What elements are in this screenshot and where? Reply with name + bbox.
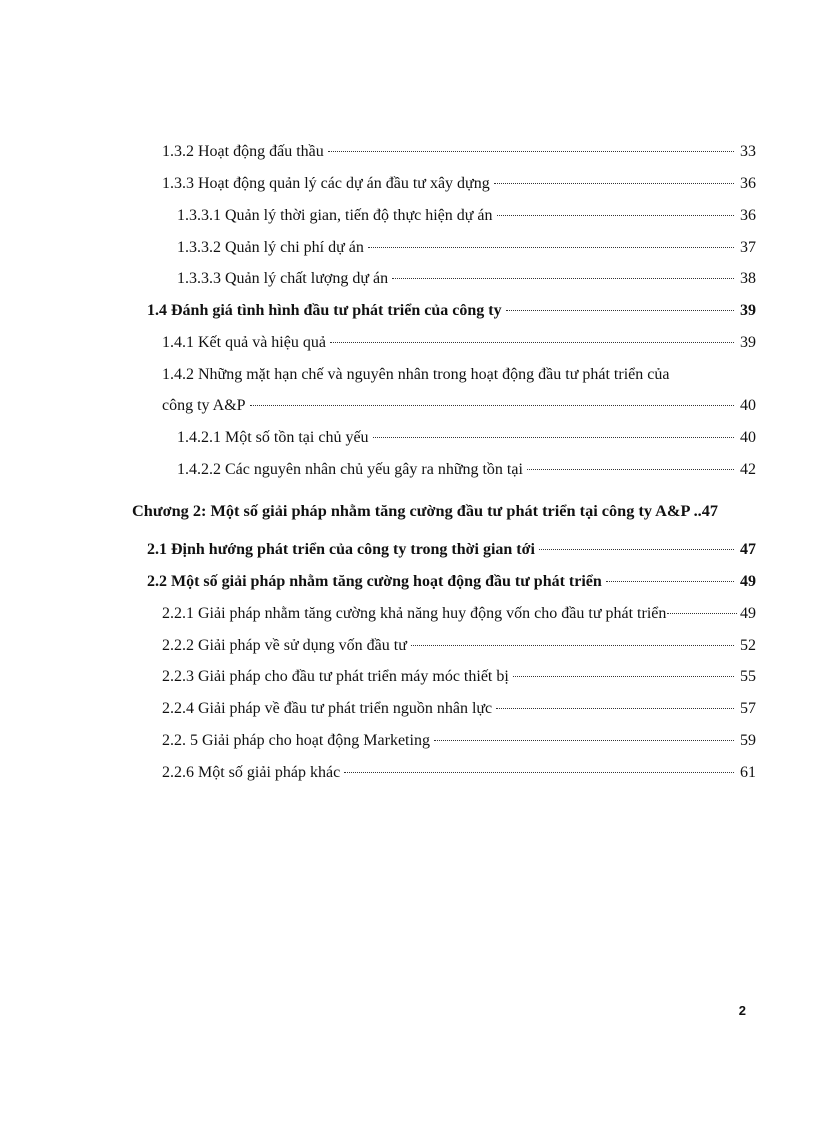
dot-leader <box>527 469 734 470</box>
toc-entry-page: 40 <box>740 429 756 446</box>
toc-entry-page: 37 <box>740 239 756 256</box>
toc-entry-title: 1.4.1 Kết quả và hiệu quả <box>162 334 326 351</box>
toc-entry[interactable] <box>177 460 756 480</box>
toc-entry-title: 2.1 Định hướng phát triển của công ty trong thời gian tới <box>147 541 535 558</box>
dot-leader <box>368 247 734 248</box>
toc-entry-title: 2.2.3 Giải pháp cho đầu tư phát triển máy móc thiết bị <box>162 668 509 685</box>
dot-leader <box>250 405 734 406</box>
toc-entry-title: 2.2 Một số giải pháp nhằm tăng cường hoạt động đầu tư phát triển <box>147 573 602 590</box>
dot-leader <box>392 278 734 279</box>
dot-leader <box>328 151 734 152</box>
toc-entry-page: 36 <box>740 175 756 192</box>
toc-entry-page: 59 <box>740 732 756 749</box>
toc-entry[interactable] <box>162 636 756 656</box>
toc-entry[interactable] <box>162 667 756 687</box>
toc-entry-page: 55 <box>740 668 756 685</box>
toc-entry-title: 2.2. 5 Giải pháp cho hoạt động Marketing <box>162 732 430 749</box>
toc-entry-page: 36 <box>740 207 756 224</box>
toc-entry[interactable] <box>162 731 756 751</box>
toc-entry-page: 61 <box>740 764 756 781</box>
toc-entry-page: 49 <box>740 605 756 622</box>
toc-section-entry[interactable] <box>147 572 756 592</box>
toc-entry-title: 1.4.2.1 Một số tồn tại chủ yếu <box>177 429 369 446</box>
toc-entry-page: 47 <box>740 541 756 558</box>
dot-leader <box>539 549 734 550</box>
page-number: 2 <box>738 1003 746 1018</box>
toc-section-entry[interactable] <box>147 540 756 560</box>
dot-leader <box>373 437 734 438</box>
toc-entry-page: 33 <box>740 143 756 160</box>
toc-entry[interactable] <box>162 174 756 194</box>
toc-entry-page: 52 <box>740 637 756 654</box>
toc-entry-title: 2.2.2 Giải pháp về sử dụng vốn đầu tư <box>162 637 407 654</box>
dot-leader <box>411 645 734 646</box>
toc-entry[interactable] <box>162 604 756 624</box>
toc-entry-title-line1[interactable]: 1.4.2 Những mặt hạn chế và nguyên nhân trong hoạt động đầu tư phát triển của <box>162 366 670 383</box>
toc-entry-title: 1.3.3.1 Quản lý thời gian, tiến độ thực hiện dự án <box>177 207 493 224</box>
toc-entry-page: 39 <box>740 302 756 319</box>
toc-entry-title: 1.3.3.3 Quản lý chất lượng dự án <box>177 270 389 287</box>
toc-chapter-entry[interactable]: Chương 2: Một số giải pháp nhằm tăng cường đầu tư phát triển tại công ty A&P ..47 <box>132 501 719 520</box>
toc-entry-title: 1.3.2 Hoạt động đấu thầu <box>162 143 324 160</box>
toc-entry-title: 1.3.3.2 Quản lý chi phí dự án <box>177 239 364 256</box>
dot-leader <box>606 581 734 582</box>
toc-entry[interactable] <box>162 763 756 783</box>
toc-entry-title: 2.2.6 Một số giải pháp khác <box>162 764 341 781</box>
toc-entry-page: 40 <box>740 397 756 414</box>
toc-section-entry[interactable] <box>147 301 756 321</box>
toc-entry-page: 39 <box>740 334 756 351</box>
toc-entry[interactable] <box>162 396 756 416</box>
toc-entry-title: 1.4.2.2 Các nguyên nhân chủ yếu gây ra những tồn tại <box>177 461 523 478</box>
toc-entry[interactable] <box>162 142 756 162</box>
toc-entry[interactable] <box>177 269 756 289</box>
dot-leader <box>434 740 734 741</box>
toc-entry-title: công ty A&P <box>162 397 246 414</box>
toc-entry[interactable] <box>162 333 756 353</box>
dot-leader <box>667 613 737 614</box>
toc-entry-page: 57 <box>740 700 756 717</box>
dot-leader <box>497 215 734 216</box>
toc-entry[interactable] <box>177 238 756 258</box>
dot-leader <box>344 772 734 773</box>
toc-entry-title: 1.4 Đánh giá tình hình đầu tư phát triển của công ty <box>147 302 502 319</box>
dot-leader <box>496 708 734 709</box>
toc-entry[interactable] <box>177 428 756 448</box>
dot-leader <box>506 310 734 311</box>
toc-entry[interactable] <box>162 699 756 719</box>
toc-entry-title: 1.3.3 Hoạt động quản lý các dự án đầu tư xây dựng <box>162 175 490 192</box>
toc-entry-title: 2.2.1 Giải pháp nhằm tăng cường khả năng huy động vốn cho đầu tư phát triển <box>162 605 667 622</box>
dot-leader <box>513 676 734 677</box>
toc-entry-page: 38 <box>740 270 756 287</box>
toc-entry[interactable] <box>177 206 756 226</box>
dot-leader <box>494 183 734 184</box>
toc-entry-title: 2.2.4 Giải pháp về đầu tư phát triển nguồn nhân lực <box>162 700 493 717</box>
toc-entry-page: 42 <box>740 461 756 478</box>
toc-entry-page: 49 <box>740 573 756 590</box>
dot-leader <box>330 342 734 343</box>
